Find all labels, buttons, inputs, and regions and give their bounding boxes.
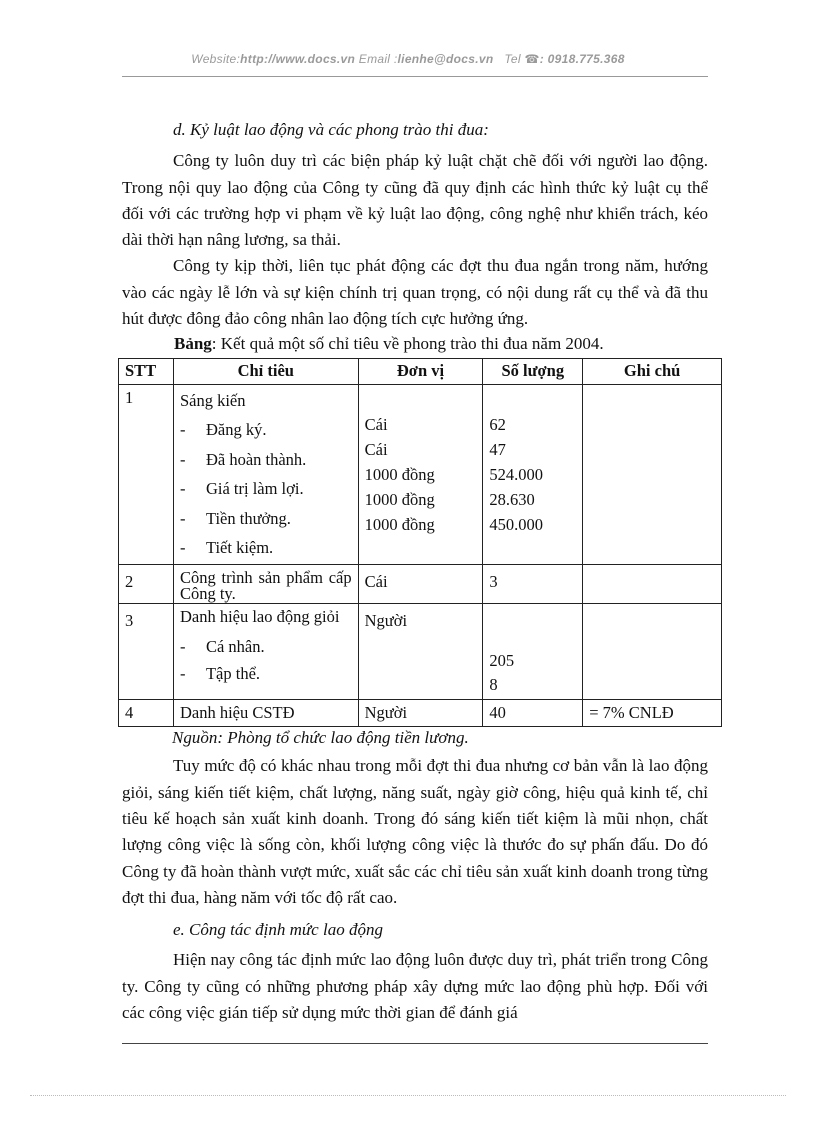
item-label: Đăng ký.: [205, 420, 267, 440]
quantity-value: 28.630: [489, 489, 535, 509]
quantity-cell: 40: [483, 699, 583, 727]
quantity-value: 47: [489, 439, 506, 459]
criteria-cell: Danh hiệu CSTĐ: [173, 699, 358, 727]
table-caption: [174, 332, 708, 356]
emulation-results-table: [118, 358, 722, 727]
col-header: Đơn vị: [358, 359, 483, 385]
item-label: Tiết kiệm.: [205, 538, 274, 558]
quantity-value: 62: [489, 414, 506, 434]
row-title: Danh hiệu lao động giỏi: [179, 606, 340, 626]
unit-value: 1000 đồng: [364, 464, 435, 484]
bullet: -: [179, 636, 186, 656]
criteria-cell: Công trình sản phẩm cấp Công ty.: [173, 564, 358, 603]
unit-value: Cái: [364, 439, 388, 459]
note-cell: = 7% CNLĐ: [583, 699, 722, 727]
website-label: Website:: [191, 52, 241, 66]
item-label: Tiền thưởng.: [205, 508, 291, 528]
quantity-value: 205: [489, 650, 515, 670]
table-row: [119, 603, 722, 699]
tel-label: Tel: [504, 52, 521, 66]
paragraph: Hiện nay công tác định mức lao động luôn được duy trì, phát triển trong Công ty. Công ty cũng có những phương pháp xây dựng mức lao động phù hợp. Đối với các công việc gián tiếp sử dụng mức thời gian để đánh giá: [122, 950, 708, 1023]
list-item: [180, 533, 352, 563]
tel-number: : 0918.775.368: [539, 52, 625, 66]
note-cell: [583, 384, 722, 564]
table-source: Nguồn: Phòng tổ chức lao động tiền lương.: [172, 728, 469, 748]
item-label: Giá trị làm lợi.: [205, 479, 304, 499]
unit-cell: [358, 384, 483, 564]
table-header-row: [119, 359, 722, 385]
list-item: [180, 415, 352, 445]
bullet: -: [179, 479, 186, 499]
stt-cell: 3: [119, 603, 174, 699]
unit-cell: Người: [358, 603, 483, 699]
document-body: [122, 117, 708, 1026]
unit-value: 1000 đồng: [364, 514, 435, 534]
page-edge-dots: [30, 1095, 786, 1096]
website-link[interactable]: http://www.docs.vn: [240, 52, 356, 66]
note-cell: [583, 564, 722, 603]
item-label: Đã hoàn thành.: [205, 449, 307, 469]
col-header: Số lượng: [483, 359, 583, 385]
list-item: [180, 474, 352, 504]
email-link[interactable]: lienhe@docs.vn: [397, 52, 494, 66]
unit-cell: Cái: [358, 564, 483, 603]
item-label: Tập thể.: [205, 663, 261, 683]
section-e-heading: e. Công tác định mức lao động: [173, 920, 383, 940]
quantity-cell: 3: [483, 564, 583, 603]
table-row: [119, 564, 722, 603]
criteria-cell: [173, 384, 358, 564]
caption-label: Bảng: [174, 334, 212, 354]
bullet: -: [179, 420, 186, 440]
col-header: Ghi chú: [583, 359, 722, 385]
table-row: [119, 384, 722, 564]
list-item: [180, 633, 352, 660]
stt-cell: 1: [119, 384, 174, 564]
col-header: STT: [119, 359, 174, 385]
quantity-value: 8: [489, 675, 498, 695]
row-title: Sáng kiến: [179, 390, 246, 410]
phone-icon: ☎: [524, 52, 540, 66]
section-d-heading: d. Kỷ luật lao động và các phong trào thi đua:: [173, 120, 489, 139]
table-row: [119, 699, 722, 727]
col-header: Chỉ tiêu: [173, 359, 358, 385]
item-label: Cá nhân.: [205, 636, 265, 656]
page-header: [0, 52, 816, 66]
footer-rule: [122, 1043, 708, 1044]
quantity-cell: [483, 603, 583, 699]
paragraph: Tuy mức độ có khác nhau trong mỗi đợt thi đua nhưng cơ bản vẫn là lao động giỏi, sáng kiến tiết kiệm, chất lượng, năng suất, ngày giờ công, hiệu quả kinh tế, chỉ tiêu kế hoạch sản xuất kinh doanh. Trong đó sáng kiến tiết kiệm là mũi nhọn, chất lượng công việc là sống còn, khối lượng công việc là thước đo sự phấn đấu. Do đó Công ty đã hoàn thành vượt mức, xuất sắc các chỉ tiêu sản xuất kinh doanh trong từng đợt thi đua, hàng năm với tốc độ rất cao.: [122, 756, 708, 907]
email-label: Email :: [358, 52, 398, 66]
stt-cell: 2: [119, 564, 174, 603]
list-item: [180, 445, 352, 475]
stt-cell: 4: [119, 699, 174, 727]
bullet: -: [179, 449, 186, 469]
quantity-cell: [483, 384, 583, 564]
note-cell: [583, 603, 722, 699]
quantity-value: 450.000: [489, 514, 543, 534]
bullet: -: [179, 508, 186, 528]
list-item: [180, 660, 352, 687]
quantity-value: 524.000: [489, 464, 543, 484]
paragraph: Công ty luôn duy trì các biện pháp kỷ luật chặt chẽ đối với người lao động. Trong nội quy lao động của Công ty cũng đã quy định các hình thức kỷ luật cụ thể đối với các trường hợp vi phạm về kỷ luật lao động, công nghệ như khiển trách, kéo dài thời hạn nâng lương, sa thải.: [122, 151, 708, 250]
list-item: [180, 504, 352, 534]
header-rule: [122, 76, 708, 77]
caption-text: : Kết quả một số chỉ tiêu về phong trào thi đua năm 2004.: [211, 334, 604, 354]
unit-cell: Người: [358, 699, 483, 727]
criteria-cell: [173, 603, 358, 699]
unit-value: Cái: [364, 414, 388, 434]
bullet: -: [179, 538, 186, 558]
bullet: -: [179, 663, 186, 683]
unit-value: 1000 đồng: [364, 489, 435, 509]
paragraph: Công ty kịp thời, liên tục phát động các đợt thu đua ngắn trong năm, hướng vào các ngày lễ lớn và sự kiện chính trị quan trọng, có nội dung rất cụ thể và đã thu hút được đông đảo công nhân lao động tích cực hưởng ứng.: [122, 256, 708, 329]
